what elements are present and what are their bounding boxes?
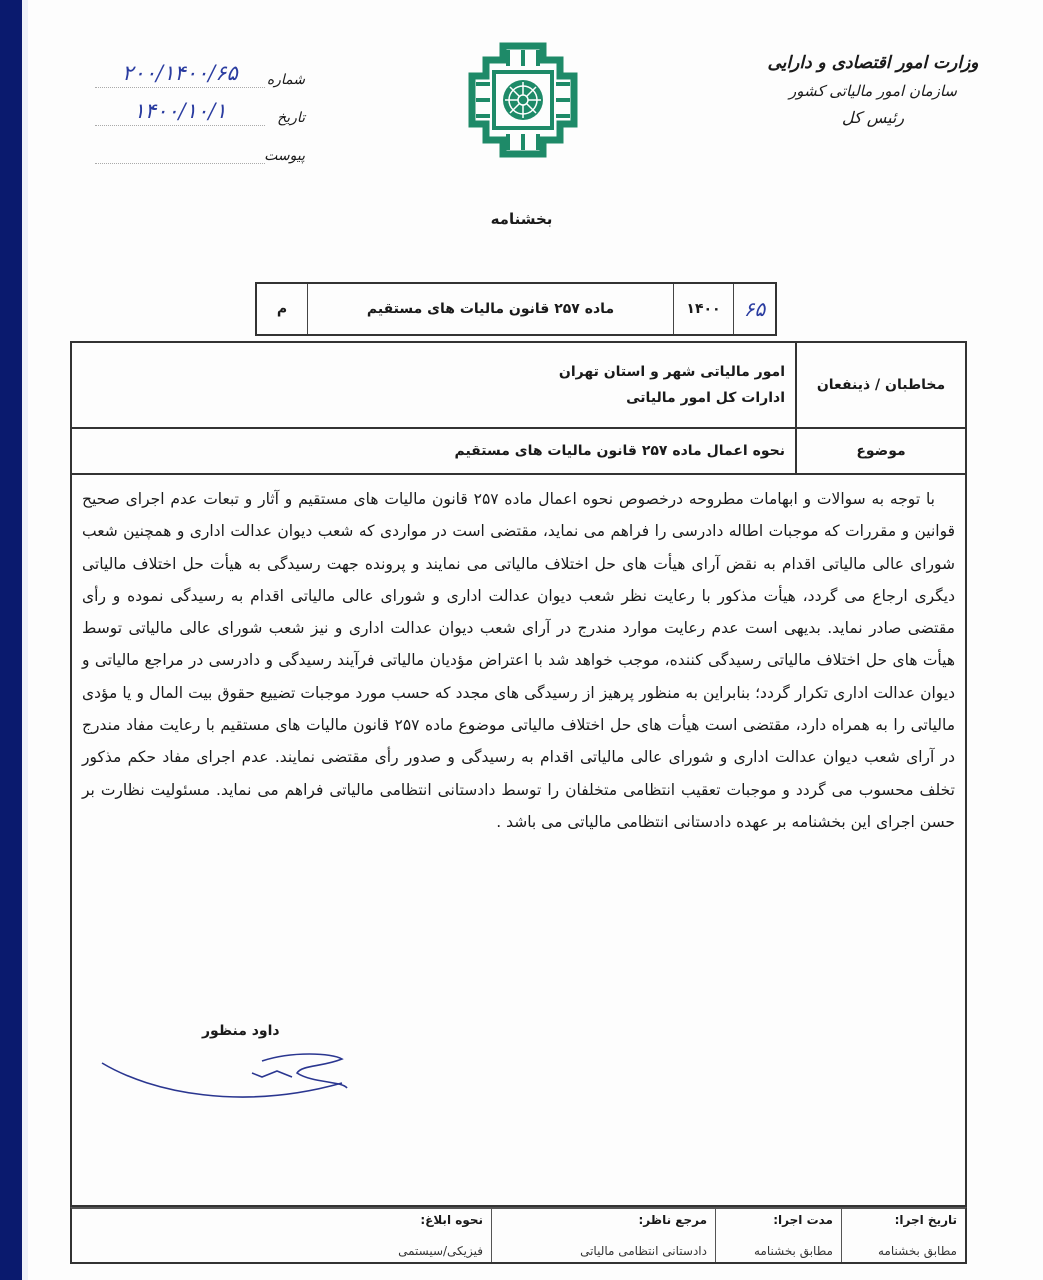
letter-reference-block bbox=[95, 50, 305, 164]
exec-date-cell bbox=[841, 1209, 965, 1262]
audience-row bbox=[72, 343, 965, 429]
circular-subject: ماده ۲۵۷ قانون مالیات های مستقیم bbox=[307, 284, 673, 334]
letter-date-row bbox=[95, 88, 305, 126]
number-value: ۲۰۰/۱۴۰۰/۶۵ bbox=[95, 61, 265, 88]
circular-body-box bbox=[70, 341, 967, 1207]
signature-icon bbox=[92, 1043, 372, 1113]
body-paragraph: با توجه به سوالات و ابهامات مطروحه درخصوص نحوه اعمال ماده ۲۵۷ قانون مالیات های مستقیم و آثار و تبعات عدم اجرای صحیح قوانین و مقررات که موجبات اطاله دادرسی را فراهم می نماید، مقتضی است در مواردی که شعب دیوان عدالت اداری و همچنین شعب شورای عالی مالیاتی اقدام به نقض آرای هیأت های حل اختلاف مالیاتی می نمایند و پرونده جهت رسیدگی به هیأت حل اختلاف مالیاتی دیگری ارجاع می گردد، هیأت مذکور با رعایت نظر شعب دیوان عدالت اداری و شورای عالی مالیاتی اقدام به رسیدگی نموده و رأی مقتضی صادر نماید. بدیهی است عدم رعایت موارد مندرج در آرای شعب دیوان عدالت اداری و نیز شعب شورای عالی مالیاتی توسط هیأت های حل اختلاف مالیاتی رسیدگی کننده، موجب خواهد شد با اعتراض مؤدیان مالیاتی فرآیند رسیدگی و دادرسی در مراجع مالیاتی و دیوان عدالت اداری تکرار گردد؛ بنابراین به منظور پرهیز از رسیدگی های مجدد که حسب مورد موجبات تضییع حقوق بیت المال و یا مؤدی مالیاتی را به همراه دارد، مقتضی است هیأت های حل اختلاف مالیاتی موضوع ماده ۲۵۷ قانون مالیات های مستقیم با رعایت مفاد مندرج در آرای شعب دیوان عدالت اداری و شورای عالی مالیاتی اقدام به رسیدگی و صدور رأی مقتضی نمایند. عدم اجرای مفاد حکم مذکور تخلف محسوب می گردد و موجبات تعقیب انتظامی متخلفان را توسط دادستانی انتظامی مالیاتی فراهم می نماید. مسئولیت نظارت بر حسن اجرای این بخشنامه بر عهده دادستانی انتظامی مالیاتی می باشد . bbox=[82, 490, 956, 831]
attachment-label: پیوست bbox=[264, 148, 305, 164]
date-label: تاریخ bbox=[277, 110, 305, 126]
exec-date-label: تاریخ اجرا: bbox=[894, 1213, 957, 1227]
attachment-row bbox=[95, 126, 305, 164]
audience-line: امور مالیاتی شهر و استان تهران bbox=[558, 364, 785, 380]
subject-row bbox=[72, 429, 965, 475]
exec-period-value: مطابق بخشنامه bbox=[753, 1244, 833, 1258]
attachment-value bbox=[95, 144, 265, 164]
audience-label: مخاطبان / ذینفعان bbox=[795, 343, 965, 427]
exec-period-label: مدت اجرا: bbox=[773, 1213, 833, 1227]
tax-organization-logo-icon bbox=[468, 42, 578, 158]
notify-method-value: فیزیکی/سیستمی bbox=[398, 1244, 483, 1258]
audience-values bbox=[72, 343, 795, 427]
circular-id-strip bbox=[255, 282, 777, 336]
circular-code: م bbox=[276, 301, 288, 317]
letter-number-row bbox=[95, 50, 305, 88]
exec-period-cell bbox=[715, 1209, 841, 1262]
document-title: بخشنامه bbox=[490, 210, 553, 228]
date-value: ۱۴۰۰/۱۰/۱ bbox=[95, 99, 265, 126]
supervisor-label: مرجع ناظر: bbox=[638, 1213, 707, 1227]
supervisor-value: دادستانی انتظامی مالیاتی bbox=[580, 1244, 707, 1258]
body-text bbox=[72, 475, 965, 838]
organization-name: سازمان امور مالیاتی کشور bbox=[789, 82, 957, 100]
ministry-name: وزارت امور اقتصادی و دارایی bbox=[767, 53, 979, 73]
letterhead bbox=[763, 48, 983, 132]
footer-table bbox=[70, 1207, 967, 1264]
exec-date-value: مطابق بخشنامه bbox=[877, 1244, 957, 1258]
subject-label: موضوع bbox=[795, 429, 965, 473]
circular-year: ۱۴۰۰ bbox=[673, 284, 733, 334]
scan-edge-bar bbox=[0, 0, 22, 1280]
position-title: رئیس کل bbox=[841, 108, 905, 127]
number-label: شماره bbox=[266, 72, 305, 88]
audience-line: ادارات کل امور مالیاتی bbox=[626, 390, 785, 406]
supervisor-cell bbox=[491, 1209, 715, 1262]
circular-number: ۶۵ bbox=[733, 284, 775, 334]
subject-value: نحوه اعمال ماده ۲۵۷ قانون مالیات های مستقیم bbox=[454, 443, 785, 459]
notify-method-label: نحوه ابلاغ: bbox=[420, 1213, 483, 1227]
signer-name: داود منظور bbox=[202, 1023, 280, 1039]
notify-method-cell bbox=[72, 1209, 491, 1262]
